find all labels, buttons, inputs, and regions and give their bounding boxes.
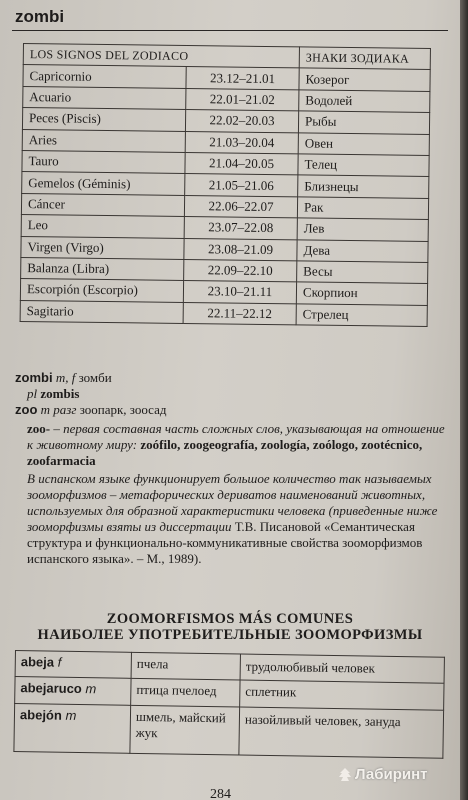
sign-dates: 22.06–22.07: [184, 195, 297, 218]
zoomorph-word: abejaruco m: [15, 677, 131, 706]
sign-dates: 23.07–22.08: [184, 217, 297, 240]
sign-dates: 22.11–22.12: [183, 302, 296, 325]
sign-dates: 21.04–20.05: [185, 152, 298, 175]
sign-es: Peces (Piscis): [22, 108, 185, 131]
grammar-label: m, f: [55, 370, 76, 385]
zoomorph-word: abejón m: [14, 704, 131, 754]
sign-es: Aries: [22, 129, 185, 152]
zoomorph-animal: пчела: [131, 652, 240, 680]
examples: zoófilo, zoogeografía, zoología, zoólogo, zootécnico, zoofarmacia: [27, 437, 423, 468]
sign-es: Gemelos (Géminis): [22, 172, 185, 195]
sign-dates: 21.05–21.06: [185, 174, 298, 197]
sign-ru: Рыбы: [298, 111, 429, 134]
grammar-label: pl: [27, 386, 38, 401]
sign-es: Acuario: [23, 86, 186, 109]
sign-ru: Лев: [297, 218, 428, 241]
running-head: zombi: [15, 7, 65, 26]
zodiac-header-ru: ЗНАКИ ЗОДИАКА: [299, 47, 430, 70]
zoomorph-meaning: сплетник: [240, 680, 444, 710]
plural-form: zombis: [40, 386, 80, 401]
zoomorph-table: [13, 650, 445, 759]
sign-dates: 22.02–20.03: [185, 110, 298, 133]
definition: – первая составная часть сложных слов, указывающая на отношение к животному миру:: [27, 421, 445, 452]
sign-dates: 22.01–21.02: [186, 88, 299, 111]
zodiac-header-es: LOS SIGNOS DEL ZODIACO: [23, 44, 299, 69]
usage-note: [15, 471, 445, 567]
table-row: [20, 300, 427, 326]
section-title-es: ZOOMORFISMOS MÁS COMUNES: [106, 611, 354, 627]
sign-ru: Весы: [297, 261, 428, 284]
page-number: 284: [210, 787, 231, 800]
sign-es: Balanza (Libra): [21, 257, 184, 280]
sign-ru: Дева: [297, 239, 428, 262]
sign-es: Tauro: [22, 150, 185, 173]
header-rule: [12, 30, 448, 31]
note-italic: В испанском языке функционирует большое количество так называемых зооморфизмов – метафорических дериватов наименований животных, используемых для образной характеристики человека (приведенные ниже зооморфизмы взяты из диссертации: [27, 471, 438, 534]
sign-ru: Стрелец: [296, 304, 427, 327]
sign-ru: Водолей: [299, 90, 430, 113]
sign-dates: 23.10–21.11: [183, 281, 296, 304]
sign-es: Sagitario: [20, 300, 183, 323]
sign-ru: Козерог: [299, 68, 430, 91]
grammar-label: m разг: [40, 402, 77, 417]
zoomorph-animal: шмель, майский жук: [130, 705, 240, 755]
entry-zoo: [15, 402, 445, 418]
watermark-text: Лабиринт: [355, 766, 428, 783]
sign-es: Virgen (Virgo): [21, 236, 184, 259]
sign-ru: Телец: [298, 154, 429, 177]
zoomorph-meaning: трудолюбивый человек: [240, 654, 444, 683]
zodiac-table: [20, 43, 431, 327]
table-row: [14, 704, 444, 759]
sign-ru: Близнецы: [298, 175, 429, 198]
section-title-ru: НАИБОЛЕЕ УПОТРЕБИТЕЛЬНЫЕ ЗООМОРФИЗМЫ: [37, 627, 423, 643]
zoomorph-animal: птица пчелоед: [131, 678, 240, 707]
sign-ru: Скорпион: [296, 282, 427, 305]
sign-dates: 22.09–22.10: [184, 259, 297, 282]
headword: zoo: [15, 402, 38, 417]
watermark-logo: [338, 766, 428, 783]
page-edge-shadow: [460, 0, 468, 800]
sign-ru: Рак: [297, 197, 428, 220]
dictionary-entries: [15, 370, 445, 567]
translation: зомби: [78, 370, 112, 385]
labirint-logo-icon: [338, 767, 352, 783]
sign-es: Capricornio: [23, 65, 186, 88]
translation: зоопарк, зоосад: [79, 402, 167, 417]
sign-dates: 23.12–21.01: [186, 67, 299, 90]
headword: zombi: [15, 370, 53, 385]
zoomorph-meaning: назойливый человек, зануда: [239, 707, 444, 758]
sign-es: Cáncer: [21, 193, 184, 216]
sign-es: Leo: [21, 215, 184, 238]
note-citation: Т.В. Писановой «Семантическая структура и функционально-коммуникативные свойства зооморфизмов испанского языка». – М., 1989).: [27, 519, 423, 566]
sign-ru: Овен: [298, 132, 429, 155]
headword: zoo-: [27, 421, 51, 436]
sign-dates: 23.08–21.09: [184, 238, 297, 261]
zoomorph-word: abeja f: [15, 651, 131, 679]
zoomorph-section-title: [15, 611, 445, 643]
sign-es: Escorpión (Escorpio): [20, 279, 183, 302]
entry-zombi: [15, 370, 445, 386]
entry-zombi-plural: [15, 386, 445, 402]
sign-dates: 21.03–20.04: [185, 131, 298, 154]
entry-zoo-prefix: [15, 421, 445, 469]
